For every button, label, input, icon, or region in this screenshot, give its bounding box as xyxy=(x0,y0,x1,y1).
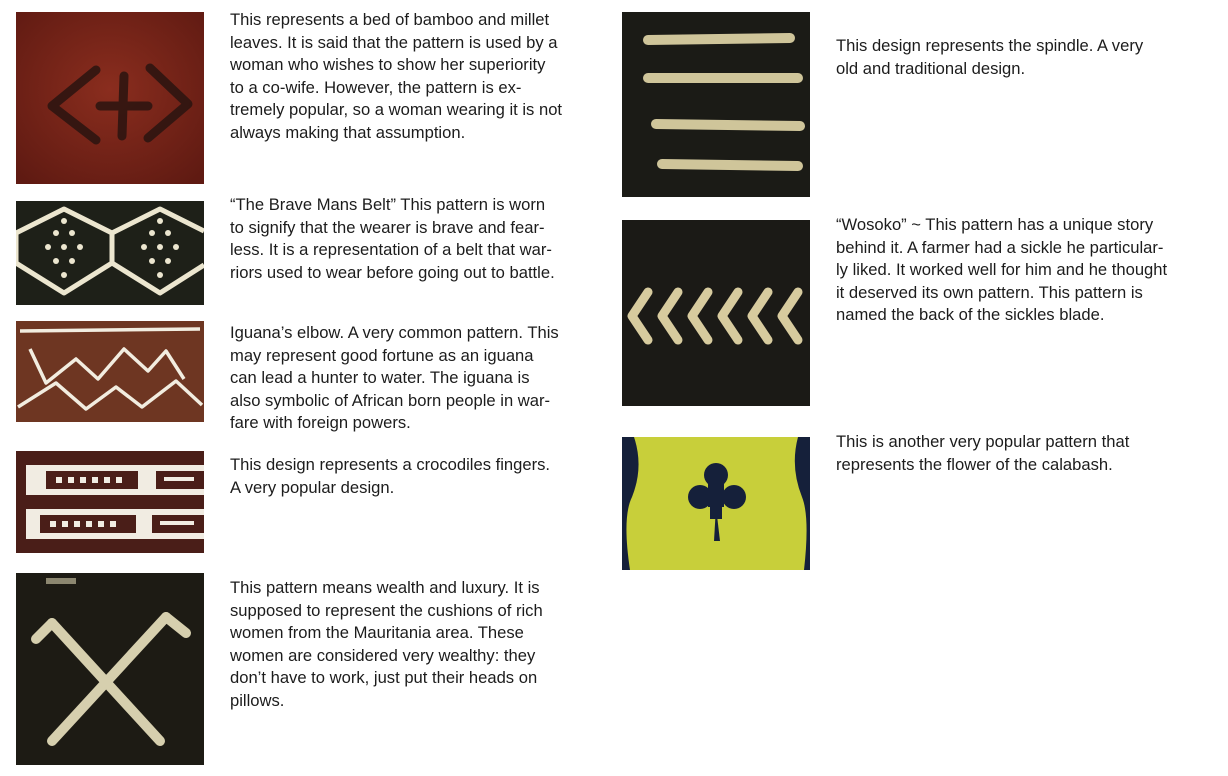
wosoko-sickle-description: “Wosoko” ~ This pattern has a unique story behind it. A farmer had a sickle he particular- ly liked. It worked well for him and he thought it deserved its own pattern. This pattern is named the back of the sickles blade. xyxy=(836,215,1168,325)
calabash-flower-pattern-icon xyxy=(622,437,810,570)
crocodile-fingers-pattern-image xyxy=(16,451,204,553)
cushion-wealth-pattern-image xyxy=(16,573,204,765)
bamboo-millet-bed-description: This represents a bed of bamboo and millet leaves. It is said that the pattern is used by a woman who wishes to show her superiority to a co-wife. However, the pattern is ex- tremely popular, so a woman wearing it is not always making that assumption. xyxy=(230,10,563,142)
spindle-pattern-icon xyxy=(622,12,810,197)
cushion-wealth-pattern-icon xyxy=(16,573,204,765)
bamboo-millet-bed-pattern-image xyxy=(16,12,204,184)
calabash-flower-pattern-image xyxy=(622,437,810,570)
brave-mans-belt-description: “The Brave Mans Belt” This pattern is worn to signify that the wearer is brave and fear- less. It is a representation of a belt that war- riors used to wear before going out to battle. xyxy=(230,195,555,282)
cushion-wealth-description: This pattern means wealth and luxury. It is supposed to represent the cushions of rich women from the Mauritania area. These women are considered very wealthy: they don’t have to work, just put their heads on pillows. xyxy=(230,578,543,710)
iguana-elbow-pattern-image xyxy=(16,321,204,422)
brave-mans-belt-pattern-icon xyxy=(16,201,204,305)
crocodile-fingers-description: This design represents a crocodiles fingers. A very popular design. xyxy=(230,455,551,497)
spindle-pattern-image xyxy=(622,12,810,197)
wosoko-sickle-pattern-icon xyxy=(622,220,810,406)
crocodile-fingers-pattern-icon xyxy=(16,451,204,553)
spindle-description: This design represents the spindle. A very old and traditional design. xyxy=(836,36,1144,78)
calabash-flower-description: This is another very popular pattern that represents the flower of the calabash. xyxy=(836,432,1130,474)
wosoko-sickle-pattern-image xyxy=(622,220,810,406)
iguana-elbow-pattern-icon xyxy=(16,321,204,422)
brave-mans-belt-pattern-image xyxy=(16,201,204,305)
bamboo-millet-bed-pattern-icon xyxy=(16,12,204,184)
iguana-elbow-description: Iguana’s elbow. A very common pattern. This may represent good fortune as an iguana can lead a hunter to water. The iguana is also symbolic of African born people in war- fare with foreign powers. xyxy=(230,323,559,433)
